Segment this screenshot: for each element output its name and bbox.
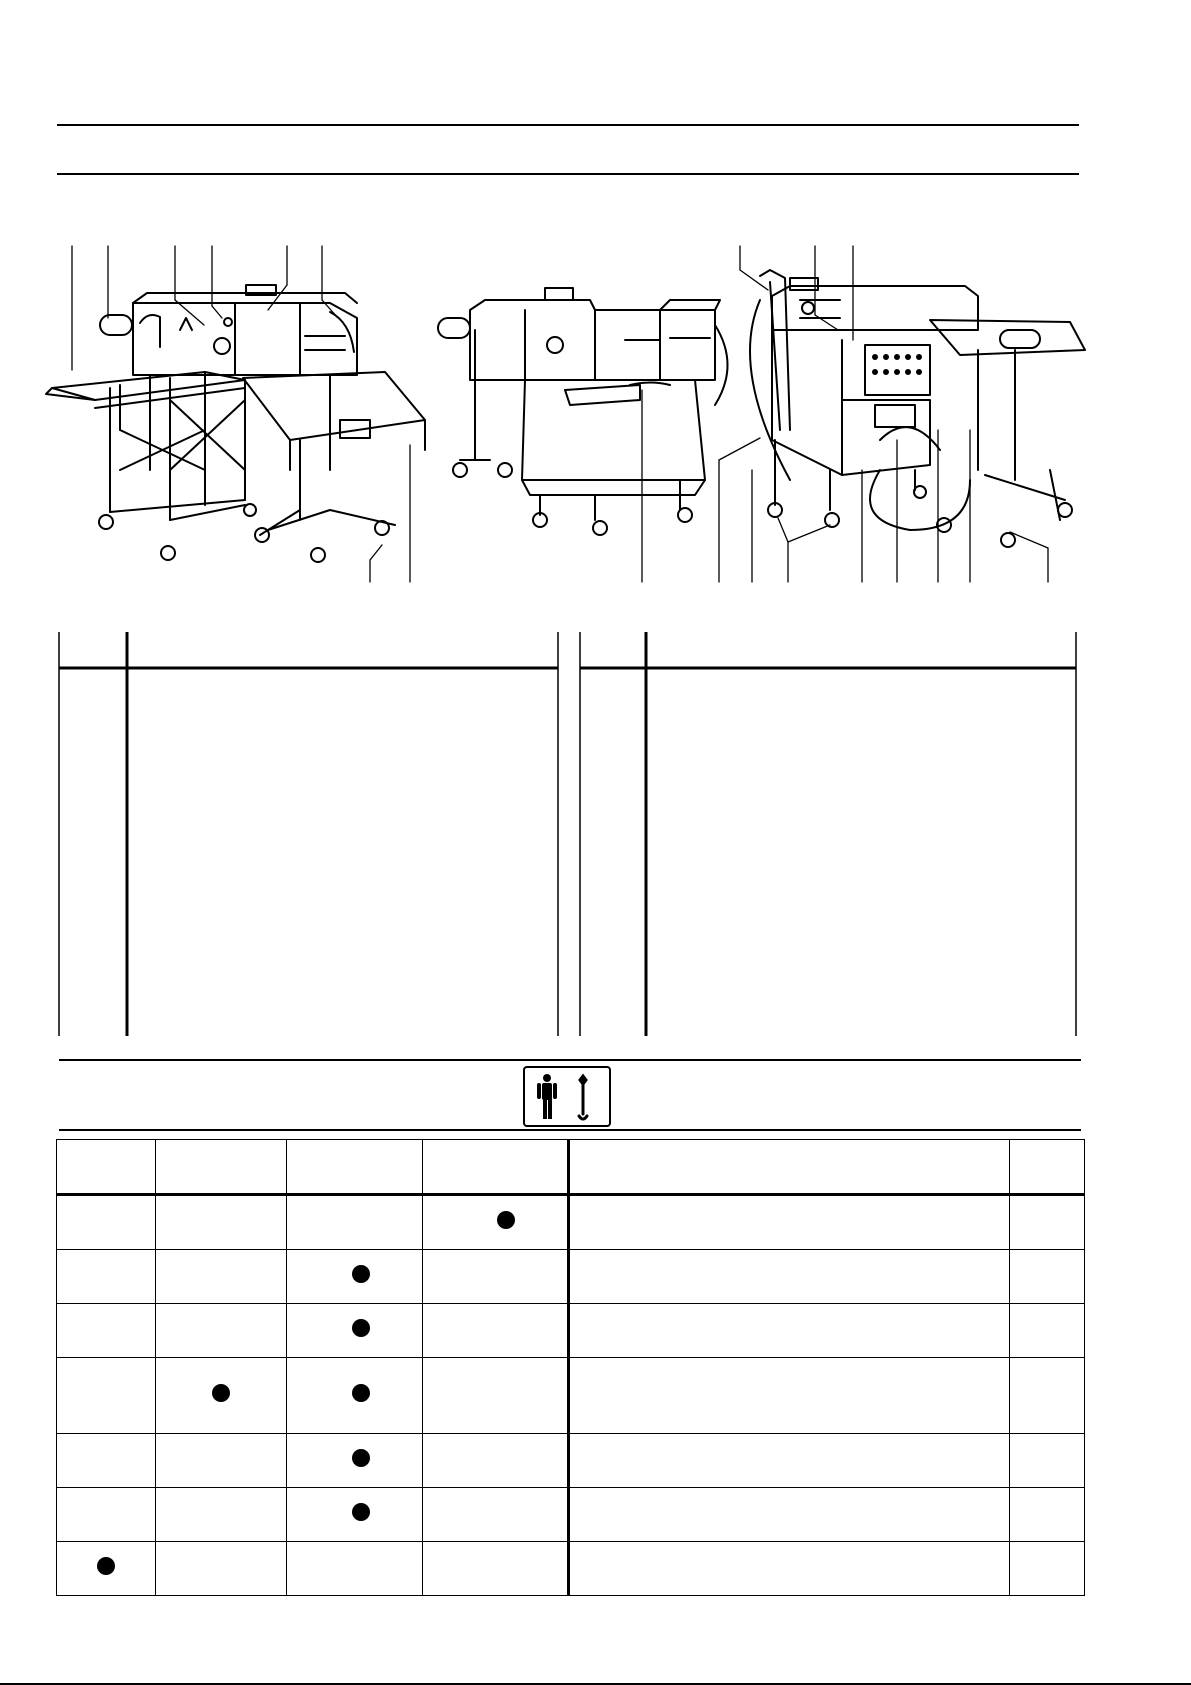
interval-marker — [352, 1319, 370, 1337]
interval-marker — [497, 1211, 515, 1229]
interval-marker — [352, 1503, 370, 1521]
table-row — [57, 1434, 1085, 1488]
maintenance-table — [56, 1139, 1085, 1596]
table-row — [57, 1195, 1085, 1250]
table-row — [57, 1304, 1085, 1358]
header-cell — [423, 1140, 569, 1195]
interval-marker — [352, 1265, 370, 1283]
header-cell — [569, 1140, 1010, 1195]
interval-marker — [352, 1384, 370, 1402]
section-rule-top — [59, 1059, 1081, 1061]
table-row — [57, 1542, 1085, 1596]
table-header-row — [57, 1140, 1085, 1195]
header-cell — [156, 1140, 287, 1195]
table-row — [57, 1488, 1085, 1542]
header-cell — [287, 1140, 423, 1195]
person-and-wrench-icon — [523, 1066, 611, 1127]
table-row — [57, 1250, 1085, 1304]
legend-table-left — [59, 632, 558, 1036]
interval-marker — [212, 1384, 230, 1402]
header-cell — [57, 1140, 156, 1195]
header-cell — [1010, 1140, 1085, 1195]
table-row — [57, 1358, 1085, 1434]
section-rule-bottom — [59, 1129, 1081, 1131]
legend-table-right — [580, 632, 1076, 1036]
interval-marker — [352, 1449, 370, 1467]
operator-icon — [525, 1068, 609, 1125]
interval-marker — [97, 1557, 115, 1575]
